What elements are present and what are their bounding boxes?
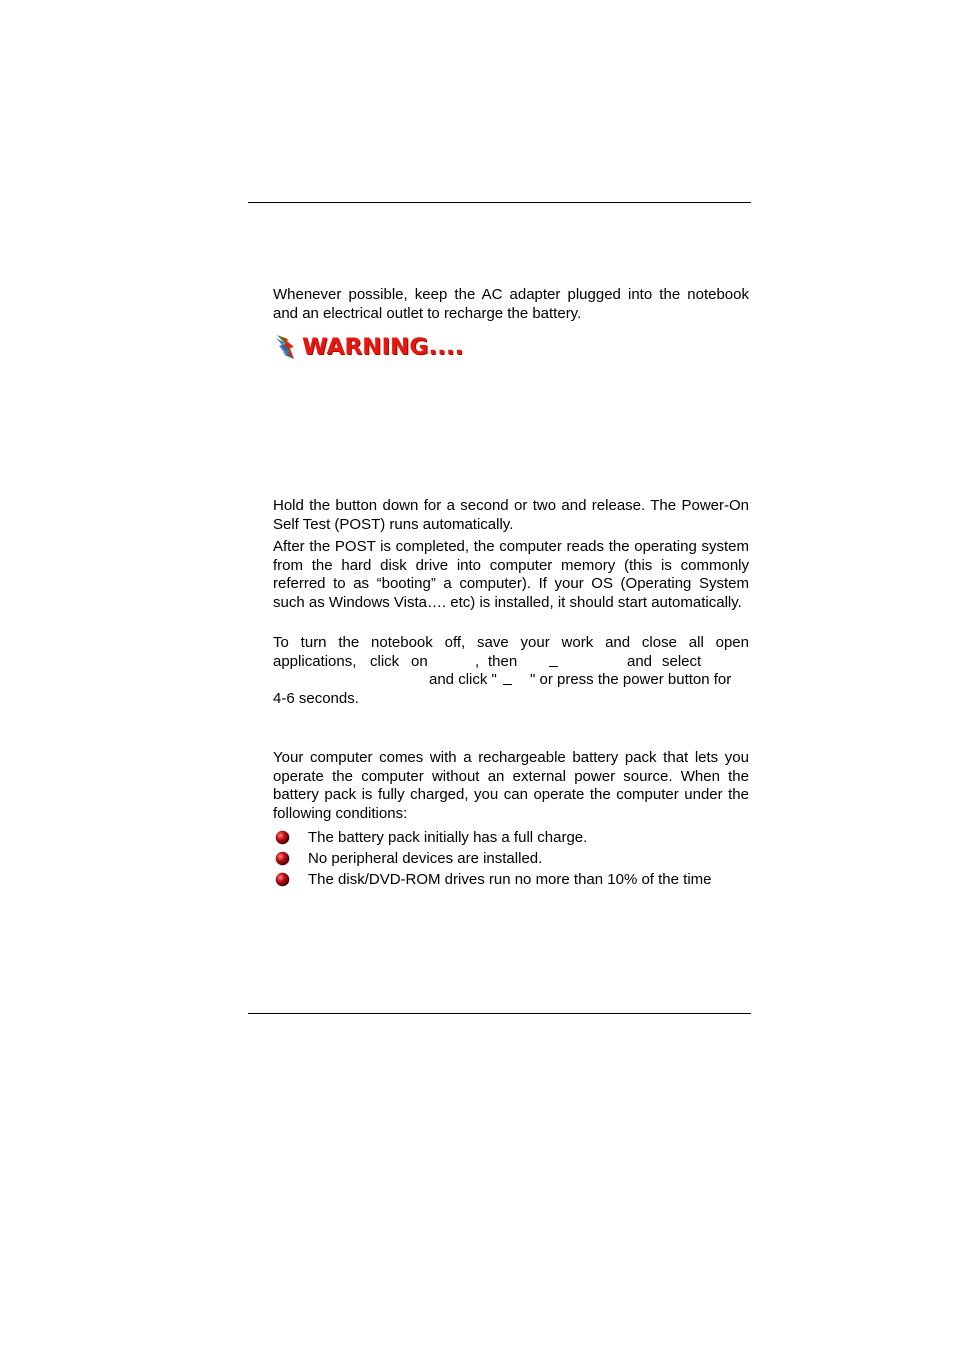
power-button-paragraph: Hold the button down for a second or two and release. The Power-On Self Test (POST) runs automatically.: [273, 497, 749, 533]
underline-mark: [503, 671, 512, 685]
ac-adapter-paragraph: Whenever possible, keep the AC adapter plugged into the notebook and an electrical outlet to recharge the battery.: [273, 286, 749, 322]
warning-banner: [275, 332, 464, 362]
red-ball-bullet-icon: [275, 851, 290, 866]
turn-off-line-3: and click " " or press the power button for: [429, 671, 732, 688]
list-item: No peripheral devices are installed.: [273, 849, 753, 870]
battery-paragraph: Your computer comes with a rechargeable battery pack that lets you operate the computer without an external power source. When the battery pack is fully charged, you can operate the computer under the following conditions:: [273, 749, 749, 822]
underline-mark: [549, 653, 558, 667]
warning-label: WARNING....: [302, 334, 464, 360]
turn-off-line-4: 4-6 seconds.: [273, 689, 359, 707]
red-ball-bullet-icon: [275, 830, 290, 845]
turn-off-paragraph: [273, 634, 749, 708]
red-ball-bullet-icon: [275, 872, 290, 887]
turn-off-line-2: applications, click on , then and select: [273, 652, 702, 670]
list-item: The disk/DVD-ROM drives run no more than 10% of the time: [273, 870, 753, 891]
list-item: The battery pack initially has a full charge.: [273, 828, 753, 849]
post-paragraph: After the POST is completed, the computer reads the operating system from the hard disk drive into computer memory (this is commonly referred to as “booting” a computer). If your OS (Operating System such as Windows Vista…. etc) is installed, it should start automatically.: [273, 538, 749, 611]
warning-arrow-icon: [275, 334, 299, 360]
header-rule: [248, 202, 751, 203]
battery-conditions-list: [273, 828, 753, 891]
footer-rule: [248, 1013, 751, 1014]
turn-off-line-1: To turn the notebook off, save your work and close all open: [273, 634, 749, 651]
